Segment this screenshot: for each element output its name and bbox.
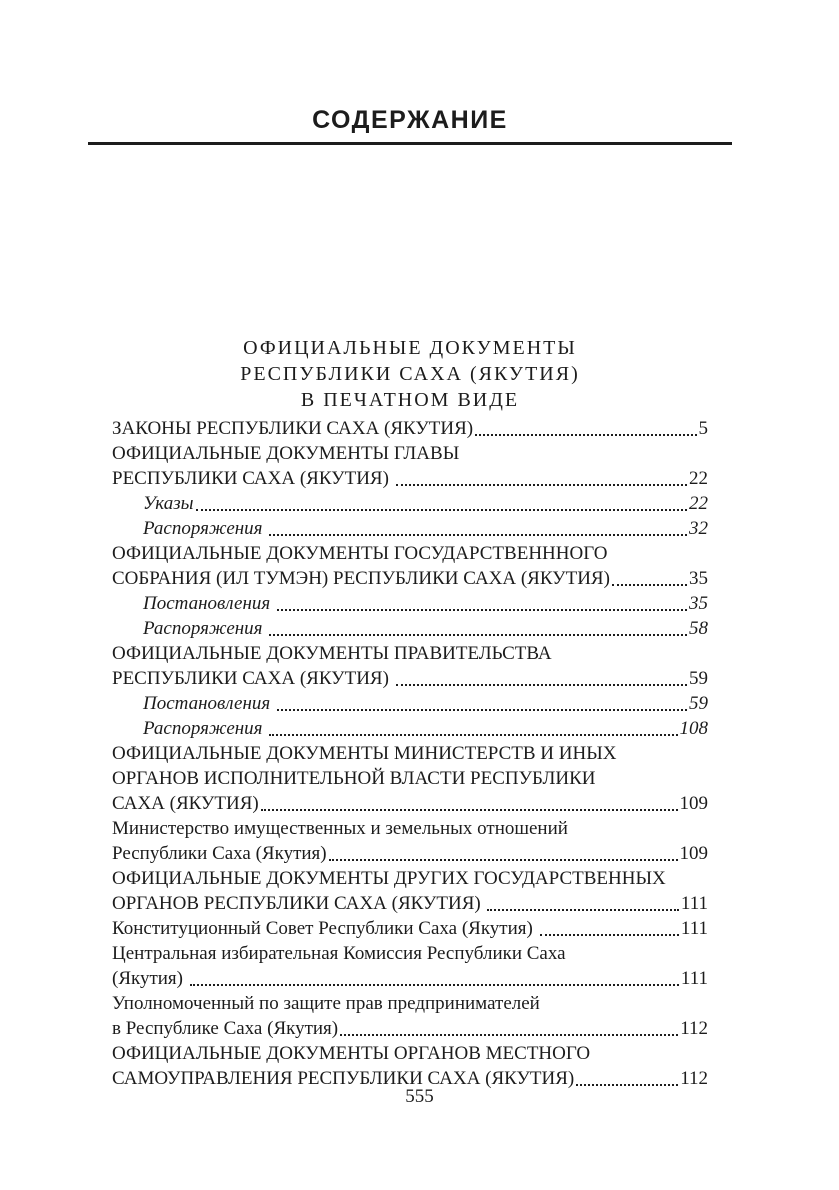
toc-entry-page-number: 35 [689,593,708,614]
dot-leader [540,916,679,936]
dot-leader [340,1016,678,1036]
toc-entry-text: Республики Саха (Якутия) [112,843,327,864]
toc-entry-line [112,516,708,541]
toc-entry [112,441,708,491]
toc-entry-text: Центральная избирательная Комиссия Республики Саха [112,943,566,964]
toc-entry-line [112,916,708,941]
toc-entry-page-number: 5 [698,418,708,439]
toc-entry-line [112,641,708,666]
dot-leader [269,616,687,636]
toc-entry-text: Уполномоченный по защите прав предпринимателей [112,993,540,1014]
page-title: СОДЕРЖАНИЕ [312,106,508,134]
toc-entry [112,716,708,741]
toc-entry-page-number: 112 [680,1068,708,1089]
toc-entry-text: Распоряжения [143,618,268,639]
toc-entry-line [112,891,708,916]
toc-entry-line [112,441,708,466]
toc-entry-text: РЕСПУБЛИКИ САХА (ЯКУТИЯ) [112,468,394,489]
toc-entry-text: СОБРАНИЯ (ИЛ ТУМЭН) РЕСПУБЛИКИ САХА (ЯКУТИЯ) [112,568,610,589]
toc-entry-line [112,966,708,991]
toc-entry-page-number: 32 [689,518,708,539]
toc-entry-line [112,1016,708,1041]
toc-entry-page-number: 109 [679,793,708,814]
section-heading-line-2: РЕСПУБЛИКИ САХА (ЯКУТИЯ) [240,363,580,385]
toc-entry [112,816,708,866]
toc-entry-text: ОФИЦИАЛЬНЫЕ ДОКУМЕНТЫ ГОСУДАРСТВЕНННОГО [112,543,608,564]
toc-entry-text: Конституционный Совет Республики Саха (Якутия) [112,918,538,939]
toc-entry-line [112,766,708,791]
dot-leader [190,966,679,986]
toc-entry [112,416,708,441]
dot-leader [396,666,687,686]
toc-entry-line [112,841,708,866]
toc-entry [112,916,708,941]
toc-entry-line [112,816,708,841]
dot-leader [261,791,678,811]
toc-entry [112,941,708,991]
toc-entry-line [112,666,708,691]
toc-entry-page-number: 58 [689,618,708,639]
toc-entry-line [112,491,708,516]
toc-entry-line [112,866,708,891]
toc-entry-line [112,691,708,716]
toc-entry-text: ОФИЦИАЛЬНЫЕ ДОКУМЕНТЫ ГЛАВЫ [112,443,460,464]
dot-leader [269,516,687,536]
toc-entry-text: Министерство имущественных и земельных отношений [112,818,568,839]
toc-entry-page-number: 108 [679,718,708,739]
toc-entry-line [112,466,708,491]
toc-entry-text: ОРГАНОВ РЕСПУБЛИКИ САХА (ЯКУТИЯ) [112,893,486,914]
toc-entry [112,516,708,541]
toc-entry-line [112,591,708,616]
toc-entry-text: ЗАКОНЫ РЕСПУБЛИКИ САХА (ЯКУТИЯ) [112,418,474,439]
dot-leader [277,591,687,611]
header-rule-divider [88,142,732,145]
dot-leader [612,566,687,586]
toc-entry-text: (Якутия) [112,968,188,989]
toc-entry-text: Постановления [143,693,275,714]
toc-entry-text: в Республике Саха (Якутия) [112,1018,339,1039]
toc-entry-text: ОФИЦИАЛЬНЫЕ ДОКУМЕНТЫ ДРУГИХ ГОСУДАРСТВЕННЫХ [112,868,666,889]
toc-entry-text: САМОУПРАВЛЕНИЯ РЕСПУБЛИКИ САХА (ЯКУТИЯ) [112,1068,575,1089]
toc-entry [112,866,708,916]
toc-entry [112,616,708,641]
toc-entry-text: ОФИЦИАЛЬНЫЕ ДОКУМЕНТЫ ПРАВИТЕЛЬСТВА [112,643,552,664]
toc-entry-page-number: 112 [680,1018,708,1039]
section-heading-line-1: ОФИЦИАЛЬНЫЕ ДОКУМЕНТЫ [243,337,577,359]
section-heading [112,335,708,413]
toc-entry-line [112,1041,708,1066]
toc-entry [112,741,708,816]
toc-entry-page-number: 109 [679,843,708,864]
toc-entry [112,541,708,591]
toc-entry [112,691,708,716]
dot-leader [269,716,677,736]
dot-leader [576,1066,678,1086]
toc-entry-page-number: 59 [689,693,708,714]
toc-entry [112,991,708,1041]
toc-entry [112,1041,708,1091]
page-number: 555 [405,1086,434,1107]
toc-entry-page-number: 111 [680,968,708,989]
toc-entry-text: Указы [143,493,194,514]
toc-entry-line [112,616,708,641]
toc-entry-page-number: 59 [689,668,708,689]
toc-entry [112,491,708,516]
toc-entry-text: ОФИЦИАЛЬНЫЕ ДОКУМЕНТЫ ОРГАНОВ МЕСТНОГО [112,1043,591,1064]
toc-entry-line [112,716,708,741]
toc-entry-page-number: 35 [689,568,708,589]
toc-entry-text: Распоряжения [143,518,268,539]
toc-entry-text: РЕСПУБЛИКИ САХА (ЯКУТИЯ) [112,668,394,689]
toc-entry-page-number: 22 [689,493,708,514]
dot-leader [396,466,687,486]
toc-entry-page-number: 111 [680,893,708,914]
toc-entry-text: САХА (ЯКУТИЯ) [112,793,259,814]
dot-leader [487,891,678,911]
toc-entry-line [112,741,708,766]
section-heading-line-3: В ПЕЧАТНОМ ВИДЕ [300,389,520,411]
toc-entry-text: Распоряжения [143,718,268,739]
toc-entry-line [112,991,708,1016]
toc-entry-line [112,941,708,966]
toc-entry-text: ОРГАНОВ ИСПОЛНИТЕЛЬНОЙ ВЛАСТИ РЕСПУБЛИКИ [112,768,596,789]
dot-leader [475,416,696,436]
toc-entry-page-number: 22 [689,468,708,489]
toc-entry-page-number: 111 [680,918,708,939]
toc-entry-text: Постановления [143,593,275,614]
toc-entry-line [112,416,708,441]
dot-leader [277,691,687,711]
toc-entry-line [112,566,708,591]
toc-entry-line [112,791,708,816]
toc-entry [112,641,708,691]
dot-leader [329,841,678,861]
toc-entry-text: ОФИЦИАЛЬНЫЕ ДОКУМЕНТЫ МИНИСТЕРСТВ И ИНЫХ [112,743,617,764]
dot-leader [196,491,687,511]
toc-list [112,416,708,1091]
toc-entry-line [112,541,708,566]
toc-entry [112,591,708,616]
